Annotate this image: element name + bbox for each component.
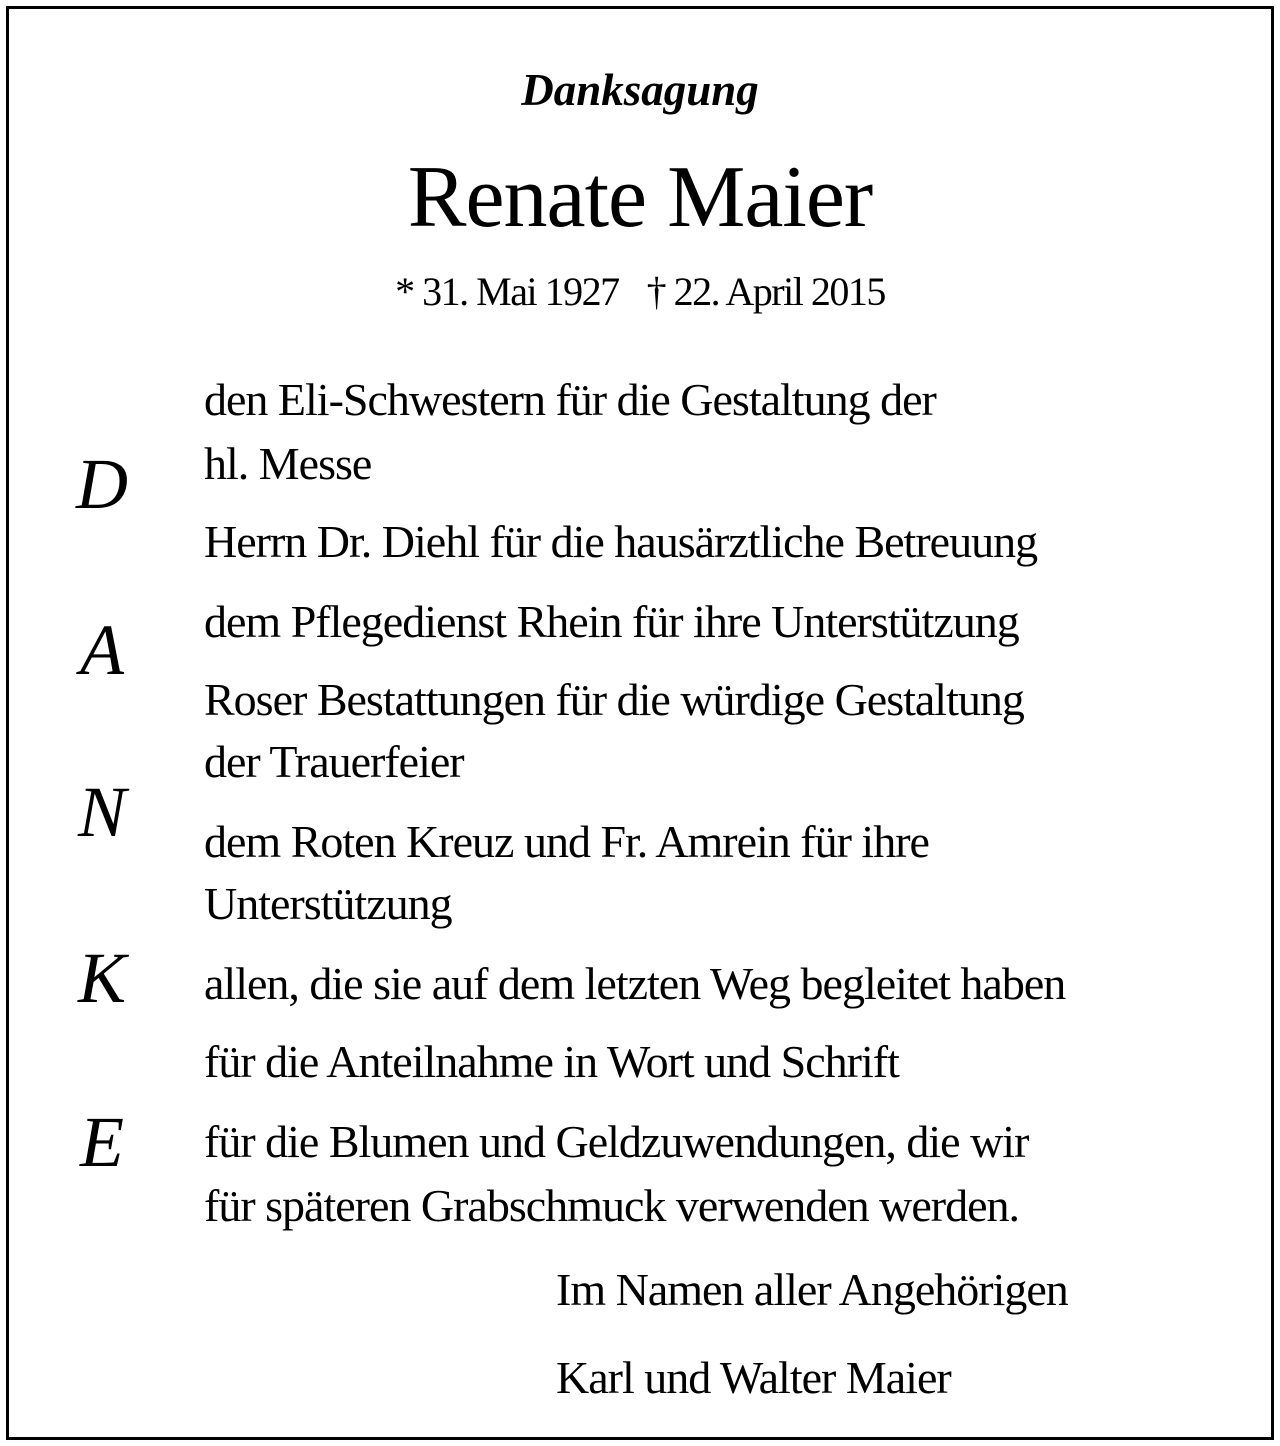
- thanks-line: der Trauerfeier: [204, 736, 464, 787]
- deceased-name: Renate Maier: [407, 149, 873, 246]
- heading: Danksagung: [521, 65, 759, 115]
- thanks-line: dem Roten Kreuz und Fr. Amrein für ihre: [204, 816, 929, 867]
- thanks-line: allen, die sie auf dem letzten Weg begleitet haben: [204, 958, 1066, 1009]
- birth-date: * 31. Mai 1927: [395, 269, 619, 314]
- thanks-line: für die Blumen und Geldzuwendungen, die wir: [204, 1116, 1029, 1167]
- signature-names: Karl und Walter Maier: [556, 1352, 951, 1403]
- death-date: † 22. April 2015: [646, 269, 885, 314]
- danke-letter: E: [80, 1102, 124, 1182]
- thanks-line: Unterstützung: [204, 878, 452, 929]
- danke-letter: N: [77, 772, 127, 852]
- thanks-line: Roser Bestattungen für die würdige Gestaltung: [204, 674, 1024, 725]
- thanks-line: für späteren Grabschmuck verwenden werden.: [204, 1180, 1020, 1231]
- thanks-line: den Eli-Schwestern für die Gestaltung der: [204, 374, 936, 425]
- danke-letter: K: [77, 938, 127, 1018]
- danke-letter: A: [80, 610, 124, 690]
- thanks-line: für die Anteilnahme in Wort und Schrift: [204, 1036, 899, 1087]
- thanks-line: Herrn Dr. Diehl für die hausärztliche Betreuung: [204, 516, 1038, 567]
- danke-letter: D: [76, 444, 128, 524]
- thanks-line: dem Pflegedienst Rhein für ihre Unterstützung: [204, 596, 1019, 647]
- thanks-line: hl. Messe: [204, 438, 372, 489]
- life-dates: [0, 266, 1280, 318]
- signature-intro: Im Namen aller Angehörigen: [556, 1264, 1068, 1315]
